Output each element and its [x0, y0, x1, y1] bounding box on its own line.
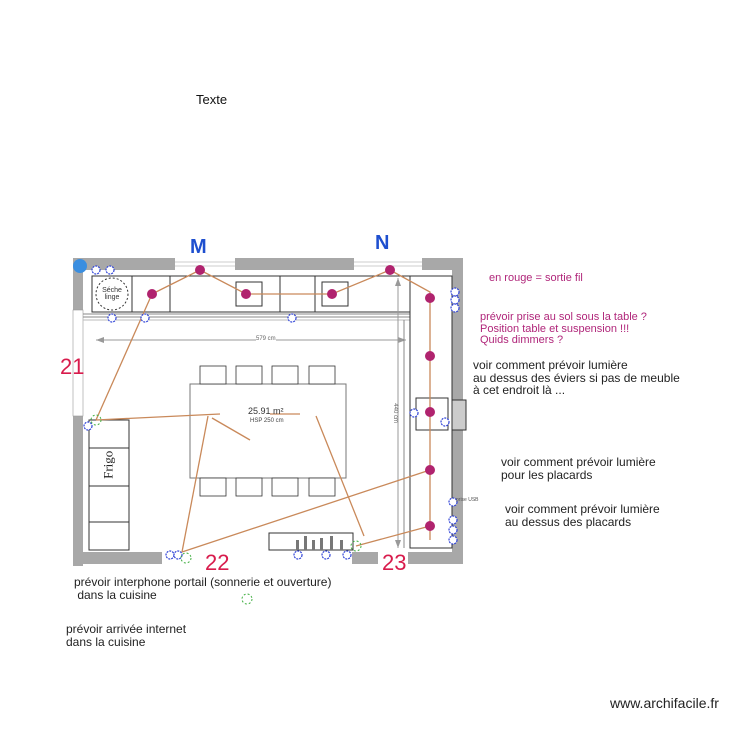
dryer-label: Séche linge — [102, 287, 122, 302]
ceiling-height-label: HSP 250 cm — [250, 418, 284, 424]
compass-n: N — [375, 232, 390, 254]
room-number-21: 21 — [60, 354, 85, 379]
compass-m: M — [190, 236, 207, 258]
note-line: dans la cuisine — [66, 634, 146, 649]
height-dimension: 440 cm — [391, 403, 398, 423]
note-line: Position table et suspension !!! — [480, 322, 630, 335]
room-number-22: 22 — [205, 550, 230, 575]
note-line: prévoir arrivée internet — [66, 622, 187, 636]
note-above-placards — [505, 503, 660, 528]
note-line: Quids dimmers ? — [480, 334, 564, 347]
note-placards-light — [501, 456, 656, 481]
note-line: prévoir prise au sol sous la table ? — [480, 311, 647, 323]
note-pink — [480, 312, 647, 347]
note-internet — [66, 623, 186, 648]
note-line: voir comment prévoir lumière — [505, 502, 660, 516]
note-line: prévoir interphone portail (sonnerie et ouverture) — [74, 575, 332, 589]
room-number-23: 23 — [382, 550, 407, 575]
legend-red-note: en rouge = sortie fil — [489, 272, 583, 284]
note-line: voir comment prévoir lumière — [501, 455, 656, 469]
area-label: 25.91 m² — [248, 406, 284, 416]
note-line: pour les placards — [501, 467, 593, 482]
usb-socket-label: prise USB — [456, 497, 479, 503]
note-line: voir comment prévoir lumière — [473, 358, 628, 372]
page-title: Texte — [196, 92, 228, 107]
width-dimension: 579 cm — [256, 336, 276, 342]
footer-watermark[interactable]: www.archifacile.fr — [610, 695, 719, 711]
note-line: dans la cuisine — [74, 587, 157, 602]
corner-marker — [73, 259, 87, 273]
note-line: au dessus des éviers si pas de meuble — [473, 370, 680, 385]
note-line: à cet endroit là ... — [473, 383, 566, 398]
note-interphone — [74, 576, 331, 601]
note-line: au dessus des placards — [505, 514, 632, 529]
fridge-label: Frigo — [100, 450, 116, 479]
note-sinks — [473, 359, 680, 397]
